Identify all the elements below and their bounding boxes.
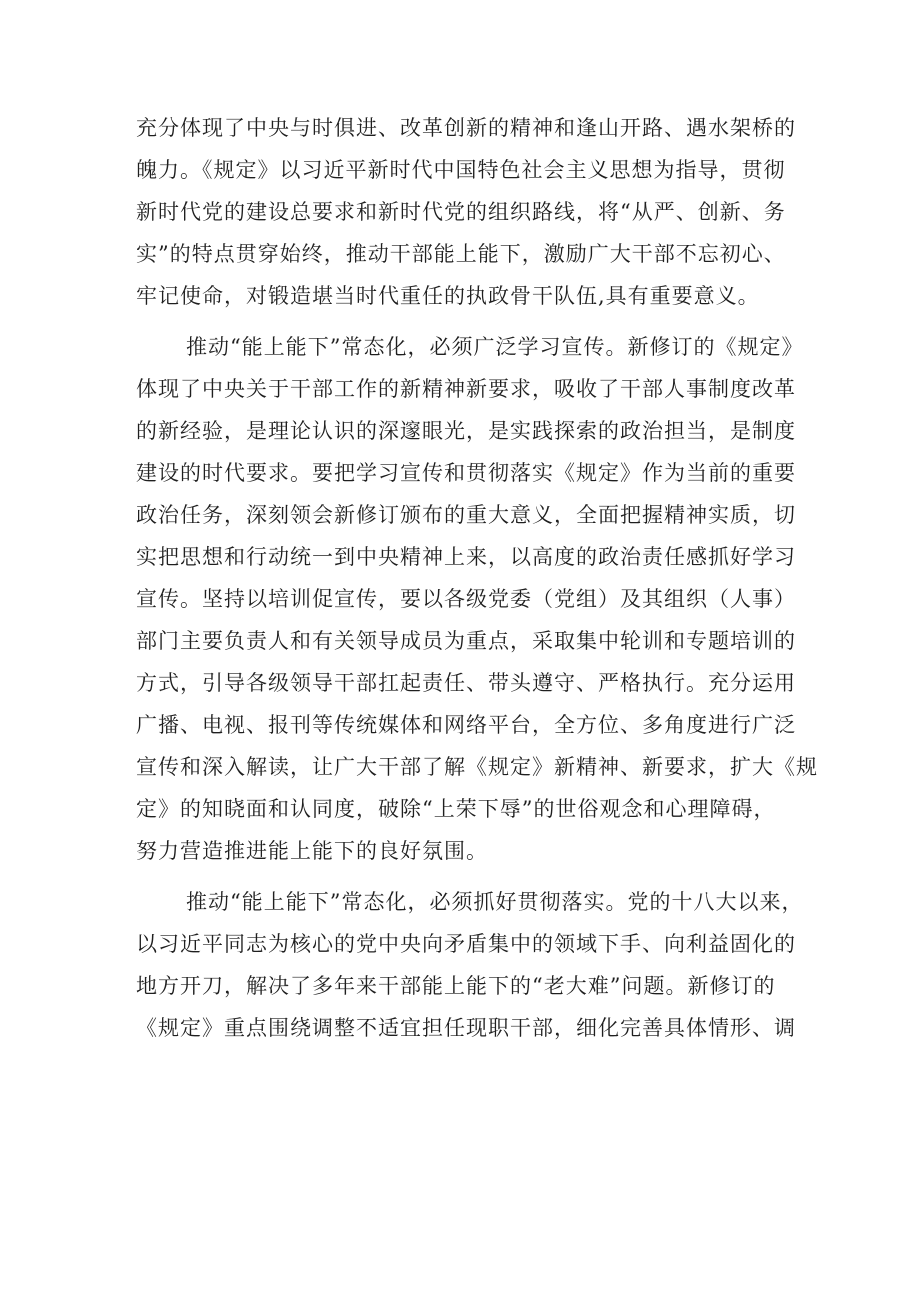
- body-line: 的新经验，是理论认识的深邃眼光，是实践探索的政治担当，是制度: [136, 419, 796, 443]
- body-line: 努力营造推进能上能下的良好氛围。: [136, 839, 488, 863]
- body-line: 新时代党的建设总要求和新时代党的组织路线，将“从严、创新、务: [136, 200, 786, 224]
- paragraph-line: 推动“能上能下”常态化，必须广泛学习宣传。新修订的《规定》: [186, 335, 804, 359]
- body-line: 地方开刀，解决了多年来干部能上能下的“老大难”问题。新修订的: [136, 974, 776, 998]
- body-line: 以习近平同志为核心的党中央向矛盾集中的领域下手、向利益固化的: [136, 932, 796, 956]
- body-line: 政治任务，深刻领会新修订颁布的重大意义，全面把握精神实质，切: [136, 503, 796, 527]
- body-line: 建设的时代要求。要把学习宣传和贯彻落实《规定》作为当前的重要: [136, 461, 796, 485]
- body-line: 牢记使命，对锻造堪当时代重任的执政骨干队伍,具有重要意义。: [136, 284, 760, 308]
- body-line: 体现了中央关于干部工作的新精神新要求，吸收了干部人事制度改革: [136, 377, 796, 401]
- paragraph-line: 推动“能上能下”常态化，必须抓好贯彻落实。党的十八大以来，: [186, 890, 804, 914]
- body-line: 《规定》重点围绕调整不适宜担任现职干部，细化完善具体情形、调: [136, 1016, 796, 1040]
- body-line: 实把思想和行动统一到中央精神上来，以高度的政治责任感抓好学习: [136, 545, 796, 569]
- body-line: 实”的特点贯穿始终，推动干部能上能下，激励广大干部不忘初心、: [136, 242, 786, 266]
- body-line: 魄力。《规定》以习近平新时代中国特色社会主义思想为指导，贯彻: [136, 158, 786, 182]
- body-line: 方式，引导各级领导干部扛起责任、带头遵守、严格执行。充分运用: [136, 671, 796, 695]
- body-line: 宣传。坚持以培训促宣传，要以各级党委（党组）及其组织（人事）: [136, 587, 796, 611]
- body-line: 定》的知晓面和认同度，破除“上荣下辱”的世俗观念和心理障碍，: [136, 797, 776, 821]
- body-line: 部门主要负责人和有关领导成员为重点，采取集中轮训和专题培训的: [136, 629, 796, 653]
- body-line: 充分体现了中央与时俱进、改革创新的精神和逢山开路、遇水架桥的: [136, 116, 796, 140]
- body-line: 广播、电视、报刊等传统媒体和网络平台，全方位、多角度进行广泛: [136, 713, 796, 737]
- body-line: 宣传和深入解读，让广大干部了解《规定》新精神、新要求，扩大《规: [136, 755, 818, 779]
